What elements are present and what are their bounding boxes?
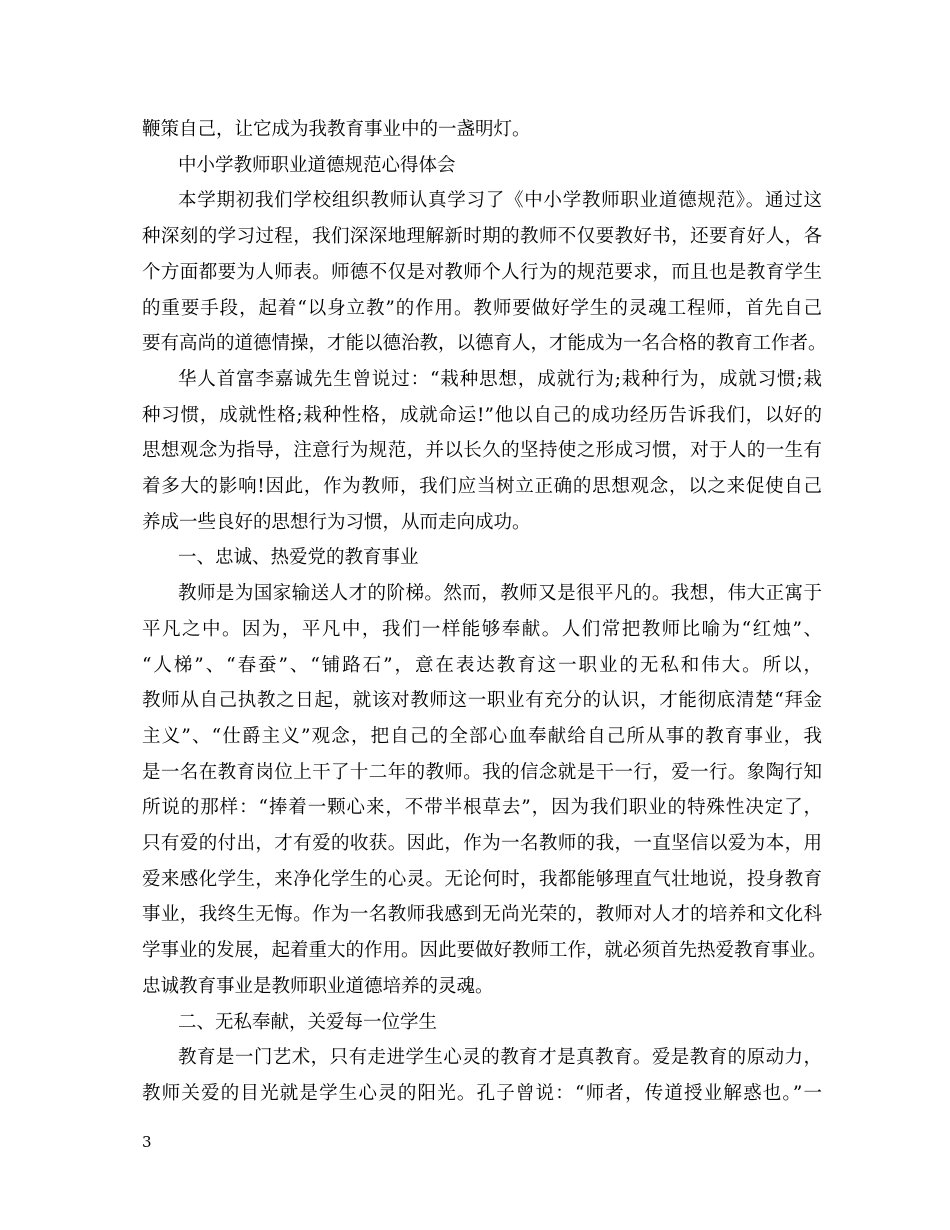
text-line: 是一名在教育岗位上干了十二年的教师。我的信念就是干一行，爱一行。象陶行知 (142, 761, 822, 783)
text-line: 种深刻的学习过程，我们深深地理解新时期的教师不仅要教好书，还要育好人，各 (142, 226, 822, 248)
text-line: 教育是一门艺术，只有走进学生心灵的教育才是真教育。爱是教育的原动力， (178, 1047, 822, 1069)
text-line: 教师是为国家输送人才的阶梯。然而，教师又是很平凡的。我想，伟大正寓于 (178, 583, 822, 605)
text-line: 一、忠诚、热爱党的教育事业 (178, 547, 419, 569)
text-line: 种习惯，成就性格;栽种性格，成就命运!”他以自己的成功经历告诉我们，以好的 (142, 404, 822, 426)
text-line: 二、无私奉献，关爱每一位学生 (178, 1011, 438, 1033)
text-line: 要有高尚的道德情操，才能以德治教，以德育人，才能成为一名合格的教育工作者。 (142, 333, 827, 355)
text-line: 的重要手段，起着“以身立教”的作用。教师要做好学生的灵魂工程师，首先自己 (142, 297, 822, 319)
text-line: 本学期初我们学校组织教师认真学习了《中小学教师职业道德规范》。通过这 (178, 190, 822, 212)
text-line: 忠诚教育事业是教师职业道德培养的灵魂。 (142, 975, 494, 997)
text-line: 爱来感化学生，来净化学生的心灵。无论何时，我都能够理直气壮地说，投身教育 (142, 868, 822, 890)
text-line: 事业，我终生无悔。作为一名教师我感到无尚光荣的，教师对人才的培养和文化科 (142, 904, 822, 926)
text-line: 养成一些良好的思想行为习惯，从而走向成功。 (142, 511, 531, 533)
text-line: 鞭策自己，让它成为我教育事业中的一盏明灯。 (142, 119, 531, 140)
text-line: 教师从自己执教之日起，就该对教师这一职业有充分的认识，才能彻底清楚“拜金 (142, 690, 822, 712)
text-line: 平凡之中。因为，平凡中，我们一样能够奉献。人们常把教师比喻为“红烛”、 (142, 618, 822, 640)
text-line: 华人首富李嘉诚先生曾说过：“栽种思想，成就行为;栽种行为，成就习惯;栽 (178, 368, 822, 390)
text-line: 所说的那样：“捧着一颗心来，不带半根草去”，因为我们职业的特殊性决定了， (142, 797, 822, 819)
text-line: 个方面都要为人师表。师德不仅是对教师个人行为的规范要求，而且也是教育学生 (142, 261, 822, 283)
text-line: 教师关爱的目光就是学生心灵的阳光。孔子曾说：“师者，传道授业解惑也。”一 (142, 1082, 822, 1104)
text-line: 思想观念为指导，注意行为规范，并以长久的坚持使之形成习惯，对于人的一生有 (142, 440, 822, 462)
text-line: 着多大的影响!因此，作为教师，我们应当树立正确的思想观念，以之来促使自己 (142, 476, 822, 497)
text-line: 中小学教师职业道德规范心得体会 (178, 154, 456, 176)
text-line: 主义”、“仕爵主义”观念，把自己的全部心血奉献给自己所从事的教育事业，我 (142, 725, 822, 747)
text-line: 只有爱的付出，才有爱的收获。因此，作为一名教师的我，一直坚信以爱为本，用 (142, 833, 822, 854)
text-line: 学事业的发展，起着重大的作用。因此要做好教师工作，就必须首先热爱教育事业。 (142, 940, 827, 962)
text-line: “人梯”、“春蚕”、“铺路石”，意在表达教育这一职业的无私和伟大。所以， (142, 654, 822, 676)
page-number: 3 (142, 1133, 152, 1151)
